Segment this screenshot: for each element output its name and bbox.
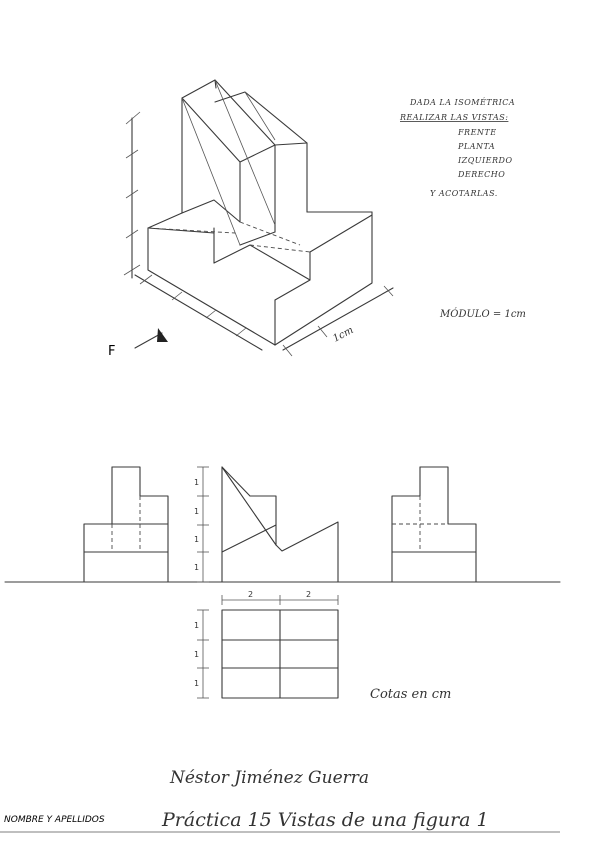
plan-dim-depth-2: 1 [194, 650, 200, 659]
instructions-item-plan: PLANTA [458, 142, 496, 151]
isometric-figure [124, 80, 393, 356]
right-side-view [392, 467, 476, 582]
instructions-item-front: FRENTE [458, 128, 497, 137]
left-side-view [84, 467, 168, 582]
author-name: Néstor Jiménez Guerra [170, 768, 370, 788]
instructions-last-line: Y ACOTARLAS. [430, 189, 498, 198]
module-note: MÓDULO = 1cm [440, 309, 526, 320]
front-dim-3: 1 [194, 535, 200, 544]
instructions-item-left: IZQUIERDO [458, 156, 513, 165]
plan-dim-depth-3: 1 [194, 679, 200, 688]
instructions-line-1: DADA LA ISOMÉTRICA [410, 98, 516, 107]
name-label: NOMBRE Y APELLIDOS [4, 815, 105, 825]
instructions-block [399, 98, 515, 198]
units-note: Cotas en cm [370, 687, 452, 702]
instructions-line-2: REALIZAR LAS VISTAS: [400, 113, 509, 122]
front-dim-2: 1 [194, 507, 200, 516]
plan-dim-width-1: 2 [248, 590, 254, 599]
iso-scale-label: 1cm [331, 324, 356, 345]
front-direction-label: F [108, 344, 116, 359]
plan-dim-depth-1: 1 [194, 621, 200, 630]
front-dim-4: 1 [194, 563, 200, 572]
plan-dim-width-2: 2 [306, 590, 312, 599]
front-dim-1: 1 [194, 478, 200, 487]
instructions-item-right: DERECHO [458, 170, 506, 179]
practice-title: Práctica 15 Vistas de una figura 1 [162, 809, 489, 831]
plan-view [197, 595, 338, 698]
front-view [197, 467, 338, 582]
